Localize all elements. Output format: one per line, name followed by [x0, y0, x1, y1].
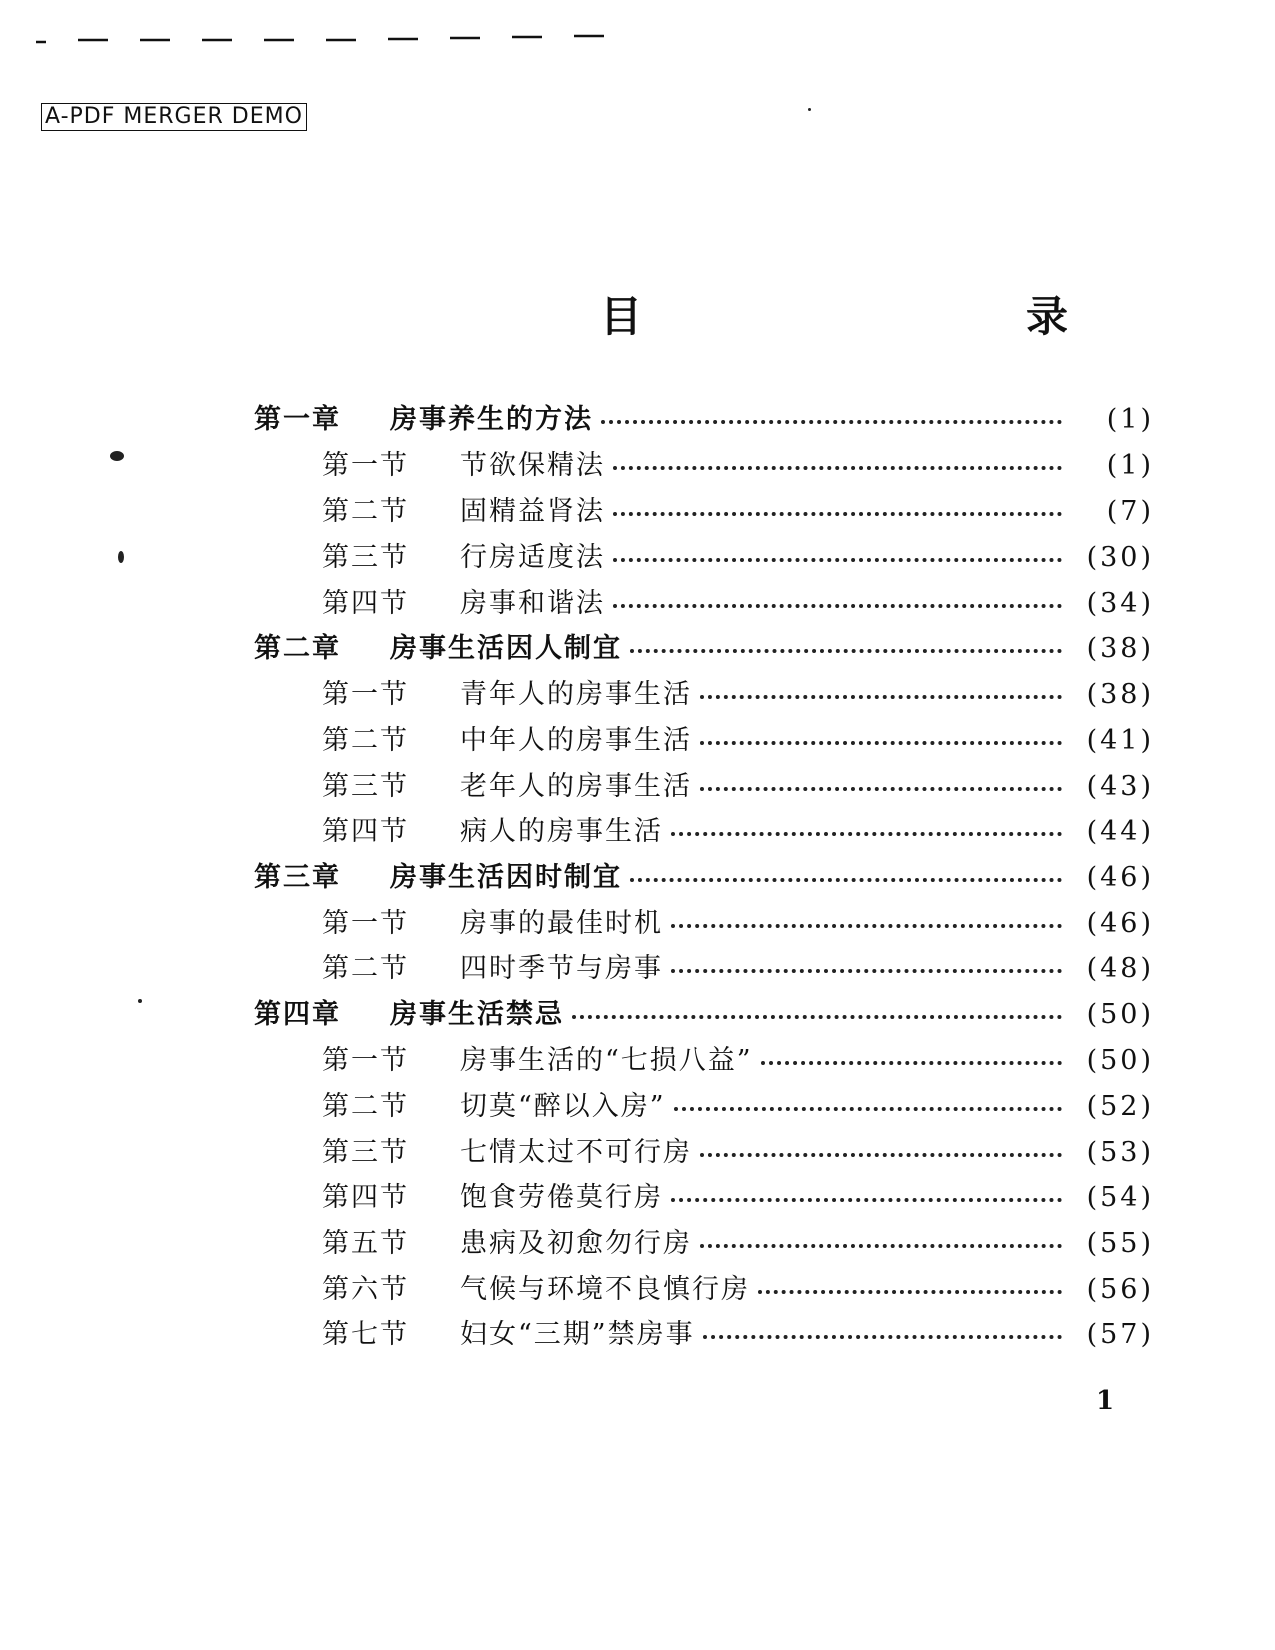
toc-dot-leader — [674, 1107, 1062, 1111]
toc-entry-page: (46) — [1086, 862, 1154, 893]
toc-entry-page: (34) — [1086, 588, 1154, 619]
toc-dot-leader — [700, 741, 1062, 745]
toc-section-row — [322, 676, 1154, 714]
toc-entry-title: 行房适度法 — [460, 542, 605, 573]
toc-entry-title: 房事生活因时制宜 — [390, 862, 622, 893]
toc-entry-page: (52) — [1086, 1091, 1154, 1122]
toc-entry-number: 第三章 — [254, 862, 341, 893]
toc-section-row — [322, 493, 1154, 531]
toc-dot-leader — [700, 1153, 1062, 1157]
toc-entry-page: (57) — [1086, 1319, 1154, 1350]
toc-dot-leader — [613, 466, 1062, 470]
toc-entry-page: (50) — [1086, 999, 1154, 1030]
scan-speck — [138, 999, 142, 1003]
toc-entry-title: 房事的最佳时机 — [460, 908, 663, 939]
toc-entry-page: (54) — [1086, 1182, 1154, 1213]
toc-entry-title: 中年人的房事生活 — [460, 725, 692, 756]
toc-dot-leader — [761, 1061, 1062, 1065]
toc-section-row — [322, 722, 1154, 760]
toc-dot-leader — [671, 832, 1062, 836]
toc-chapter-row — [254, 996, 1154, 1034]
toc-entry-number: 第二节 — [322, 725, 409, 756]
toc-section-row — [322, 585, 1154, 623]
toc-entry-number: 第三节 — [322, 1137, 409, 1168]
toc-chapter-row — [254, 401, 1154, 439]
toc-entry-number: 第六节 — [322, 1274, 409, 1305]
page-title: 目 录 — [600, 292, 1169, 341]
toc-entry-page: (1) — [1106, 450, 1154, 481]
toc-entry-title: 七情太过不可行房 — [460, 1137, 692, 1168]
toc-entry-page: (44) — [1086, 816, 1154, 847]
toc-dot-leader — [630, 649, 1062, 653]
toc-dot-leader — [601, 420, 1062, 424]
toc-entry-title: 妇女“三期”禁房事 — [460, 1319, 695, 1350]
toc-entry-title: 老年人的房事生活 — [460, 771, 692, 802]
toc-entry-number: 第一节 — [322, 679, 409, 710]
toc-entry-page: (50) — [1086, 1045, 1154, 1076]
toc-section-row — [322, 539, 1154, 577]
toc-entry-title: 房事和谐法 — [460, 588, 605, 619]
toc-entry-page: (1) — [1106, 404, 1154, 435]
toc-entry-number: 第五节 — [322, 1228, 409, 1259]
toc-entry-number: 第一节 — [322, 908, 409, 939]
toc-section-row — [322, 950, 1154, 988]
toc-dot-leader — [671, 1198, 1062, 1202]
toc-entry-number: 第四章 — [254, 999, 341, 1030]
toc-section-row — [322, 813, 1154, 851]
toc-entry-number: 第一节 — [322, 1045, 409, 1076]
toc-entry-title: 房事生活的“七损八益” — [460, 1045, 753, 1076]
toc-entry-page: (56) — [1086, 1274, 1154, 1305]
toc-dot-leader — [613, 604, 1062, 608]
toc-dot-leader — [630, 878, 1062, 882]
toc-dot-leader — [613, 512, 1062, 516]
toc-entry-page: (38) — [1086, 633, 1154, 664]
toc-entry-title: 房事生活禁忌 — [390, 999, 564, 1030]
toc-entry-title: 房事生活因人制宜 — [390, 633, 622, 664]
toc-entry-number: 第四节 — [322, 1182, 409, 1213]
toc-entry-page: (38) — [1086, 679, 1154, 710]
toc-entry-title: 四时季节与房事 — [460, 953, 663, 984]
toc-dot-leader — [572, 1015, 1062, 1019]
toc-entry-page: (7) — [1106, 496, 1154, 527]
toc-entry-title: 饱食劳倦莫行房 — [460, 1182, 663, 1213]
toc-chapter-row — [254, 859, 1154, 897]
toc-entry-number: 第二节 — [322, 953, 409, 984]
toc-entry-title: 气候与环境不良慎行房 — [460, 1274, 750, 1305]
toc-entry-page: (53) — [1086, 1137, 1154, 1168]
toc-entry-page: (55) — [1086, 1228, 1154, 1259]
watermark-label: A-PDF MERGER DEMO — [41, 103, 307, 131]
toc-dot-leader — [703, 1335, 1062, 1339]
toc-chapter-row — [254, 630, 1154, 668]
toc-dot-leader — [613, 558, 1062, 562]
toc-entry-title: 节欲保精法 — [460, 450, 605, 481]
toc-entry-number: 第一节 — [322, 450, 409, 481]
toc-entry-number: 第三节 — [322, 542, 409, 573]
toc-section-row — [322, 905, 1154, 943]
toc-entry-number: 第七节 — [322, 1319, 409, 1350]
toc-section-row — [322, 447, 1154, 485]
toc-entry-number: 第四节 — [322, 588, 409, 619]
scan-speck — [118, 551, 124, 563]
toc-entry-title: 患病及初愈勿行房 — [460, 1228, 692, 1259]
toc-entry-number: 第二节 — [322, 496, 409, 527]
toc-dot-leader — [671, 969, 1062, 973]
toc-section-row — [322, 768, 1154, 806]
toc-section-row — [322, 1134, 1154, 1172]
toc-entry-number: 第四节 — [322, 816, 409, 847]
toc-entry-number: 第二节 — [322, 1091, 409, 1122]
toc-entry-number: 第一章 — [254, 404, 341, 435]
toc-entry-title: 固精益肾法 — [460, 496, 605, 527]
toc-dot-leader — [671, 924, 1062, 928]
toc-entry-page: (30) — [1086, 542, 1154, 573]
toc-entry-title: 病人的房事生活 — [460, 816, 663, 847]
page-number: 1 — [1096, 1386, 1115, 1416]
toc-section-row — [322, 1225, 1154, 1263]
toc-dot-leader — [700, 695, 1062, 699]
toc-dot-leader — [700, 1244, 1062, 1248]
scan-speck — [808, 108, 811, 111]
toc-entry-page: (43) — [1086, 771, 1154, 802]
toc-section-row — [322, 1042, 1154, 1080]
toc-entry-number: 第二章 — [254, 633, 341, 664]
scan-speck — [110, 451, 124, 461]
toc-dot-leader — [758, 1290, 1062, 1294]
toc-section-row — [322, 1316, 1154, 1354]
toc-entry-page: (48) — [1086, 953, 1154, 984]
toc-dot-leader — [700, 787, 1062, 791]
toc-section-row — [322, 1271, 1154, 1309]
toc-entry-title: 房事养生的方法 — [390, 404, 593, 435]
toc-section-row — [322, 1179, 1154, 1217]
toc-entry-page: (41) — [1086, 725, 1154, 756]
toc-entry-page: (46) — [1086, 908, 1154, 939]
toc-entry-title: 青年人的房事生活 — [460, 679, 692, 710]
toc-entry-title: 切莫“醉以入房” — [460, 1091, 666, 1122]
toc-section-row — [322, 1088, 1154, 1126]
toc-entry-number: 第三节 — [322, 771, 409, 802]
